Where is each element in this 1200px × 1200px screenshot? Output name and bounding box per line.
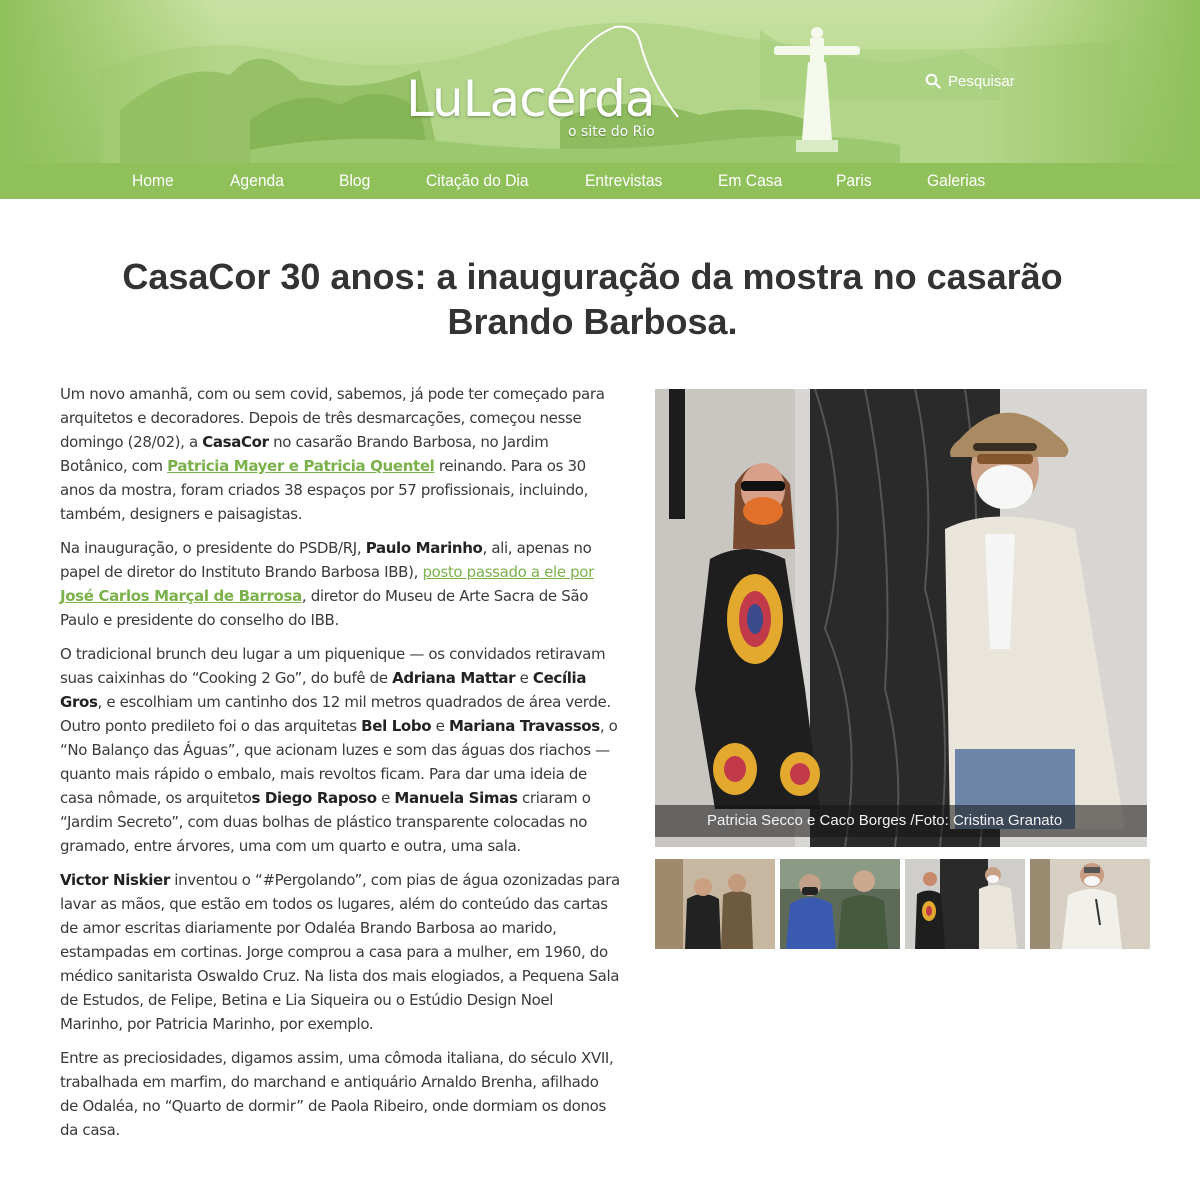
bold-name: CasaCor	[202, 433, 269, 451]
text-run: Um novo amanhã, com ou sem covid, sabemos, já pode ter começado para arquitetos e decoradores. Depois de três desmarcações, começou nesse domingo (28/02), a	[60, 385, 605, 451]
nav-item-home[interactable]: Home	[132, 171, 174, 190]
link-patricia-mayer-quentel[interactable]: Patricia Mayer e Patricia Quentel	[167, 457, 435, 475]
site-logo[interactable]	[400, 22, 690, 152]
site-header	[0, 0, 1200, 199]
gallery-thumbnail-1[interactable]	[655, 859, 775, 949]
main-nav	[0, 163, 1200, 199]
bold-name: Paulo Marinho	[365, 539, 483, 557]
article-paragraph-2	[60, 536, 620, 632]
nav-item-em-casa[interactable]: Em Casa	[718, 171, 783, 190]
photo-caption: Patricia Secco e Caco Borges /Foto: Cristina Granato	[655, 805, 1147, 837]
nav-item-blog[interactable]: Blog	[339, 171, 371, 190]
bold-name: Victor Niskier	[60, 871, 170, 889]
gallery-thumbnail-3[interactable]	[905, 859, 1025, 949]
thumbnail-image-icon	[780, 859, 900, 949]
article-paragraph-1	[60, 382, 620, 526]
text-run: inventou o “#Pergolando”, com pias de água ozonizadas para lavar as mãos, que estão em todos os lugares, além do conteúdo das cartas de amor escritas diariamente por Odaléa Brando Barbosa ao marido, estampadas em cortinas. Jorge comprou a casa para a mulher, em 1960, do médico sanitarista Oswaldo Cruz. Na lista dos mais elogiados, a Pequena Sala de Estudos, de Felipe, Betina e Lia Siqueira ou o Estúdio Design Noel Marinho, por Patricia Marinho, por exemplo.	[60, 871, 620, 1033]
bold-name: Manuela Simas	[394, 789, 518, 807]
bold-name: Cecília Gros	[60, 669, 587, 711]
text-run: e	[431, 717, 449, 735]
nav-item-paris[interactable]: Paris	[836, 171, 872, 190]
nav-item-citacao-do-dia[interactable]: Citação do Dia	[426, 171, 529, 190]
text-run: , e escolhiam um cantinho dos 12 mil metros quadrados de área verde. Outro ponto predileto foi o das arquitetas	[60, 693, 611, 735]
logo-wordmark: LuLacerda	[406, 70, 655, 128]
thumbnail-image-icon	[905, 859, 1025, 949]
text-run: Na inauguração, o presidente do PSDB/RJ,	[60, 539, 366, 557]
photo-two-people-icon	[655, 389, 1147, 847]
nav-item-agenda[interactable]: Agenda	[230, 171, 284, 190]
article-body	[60, 382, 620, 1152]
article-paragraph-3	[60, 642, 620, 858]
bold-name: Adriana Mattar	[392, 669, 516, 687]
gallery-thumbnail-4[interactable]	[1030, 859, 1150, 949]
search-label: Pesquisar	[948, 72, 1015, 90]
search-link[interactable]	[925, 70, 1015, 92]
text-run: e	[376, 789, 395, 807]
bold-name: Mariana Travassos	[448, 717, 600, 735]
article-paragraph-4	[60, 868, 620, 1036]
text-run: O tradicional brunch deu lugar a um piquenique — os convidados retiravam suas caixinhas do “Cooking 2 Go”, do bufê de	[60, 645, 606, 687]
bold-name: s Diego Raposo	[251, 789, 377, 807]
text-run: , ali, apenas no papel de diretor do Instituto Brando Barbosa IBB),	[60, 539, 592, 581]
text-run: criaram o “Jardim Secreto”, com duas bolhas de plástico transparente colocadas no gramado, entre árvores, uma com um quarto e outra, uma sala.	[60, 789, 591, 855]
logo-tagline: o site do Rio	[568, 124, 655, 140]
gallery-thumbnail-2[interactable]	[780, 859, 900, 949]
text-run: reinando. Para os 30 anos da mostra, foram criados 38 espaços por 57 profissionais, incluindo, também, designers e paisagistas.	[60, 457, 589, 523]
thumbnail-image-icon	[1030, 859, 1150, 949]
nav-item-entrevistas[interactable]: Entrevistas	[585, 171, 663, 190]
article-paragraph-5	[60, 1046, 620, 1142]
gallery-main-photo[interactable]	[655, 389, 1147, 847]
thumbnail-image-icon	[655, 859, 775, 949]
search-icon	[925, 73, 941, 89]
text-run: , diretor do Museu de Arte Sacra de São Paulo e presidente do conselho do IBB.	[60, 587, 589, 629]
text-run: , o “No Balanço das Águas”, que acionam luzes e som das águas dos riachos — quanto mais rápido o embalo, mais revoltos ficam. Para dar uma ideia de casa nômade, os arquiteto	[60, 717, 618, 807]
text-run: e	[515, 669, 533, 687]
text-run: no casarão Brando Barbosa, no Jardim Botânico, com	[60, 433, 549, 475]
link-posto-passado[interactable]: posto passado a ele por	[422, 563, 594, 581]
article-title: CasaCor 30 anos: a inauguração da mostra no casarão Brando Barbosa.	[122, 256, 1063, 342]
nav-item-galerias[interactable]: Galerias	[927, 171, 986, 190]
bold-name: Bel Lobo	[361, 717, 432, 735]
link-jose-carlos-marcal[interactable]: José Carlos Marçal de Barrosa	[60, 587, 302, 605]
text-run: Entre as preciosidades, digamos assim, uma cômoda italiana, do século XVII, trabalhada em marfim, do marchand e antiquário Arnaldo Brenha, afilhado de Odaléa, no “Quarto de dormir” de Paola Ribeiro, onde dormiam os donos da casa.	[60, 1049, 614, 1139]
